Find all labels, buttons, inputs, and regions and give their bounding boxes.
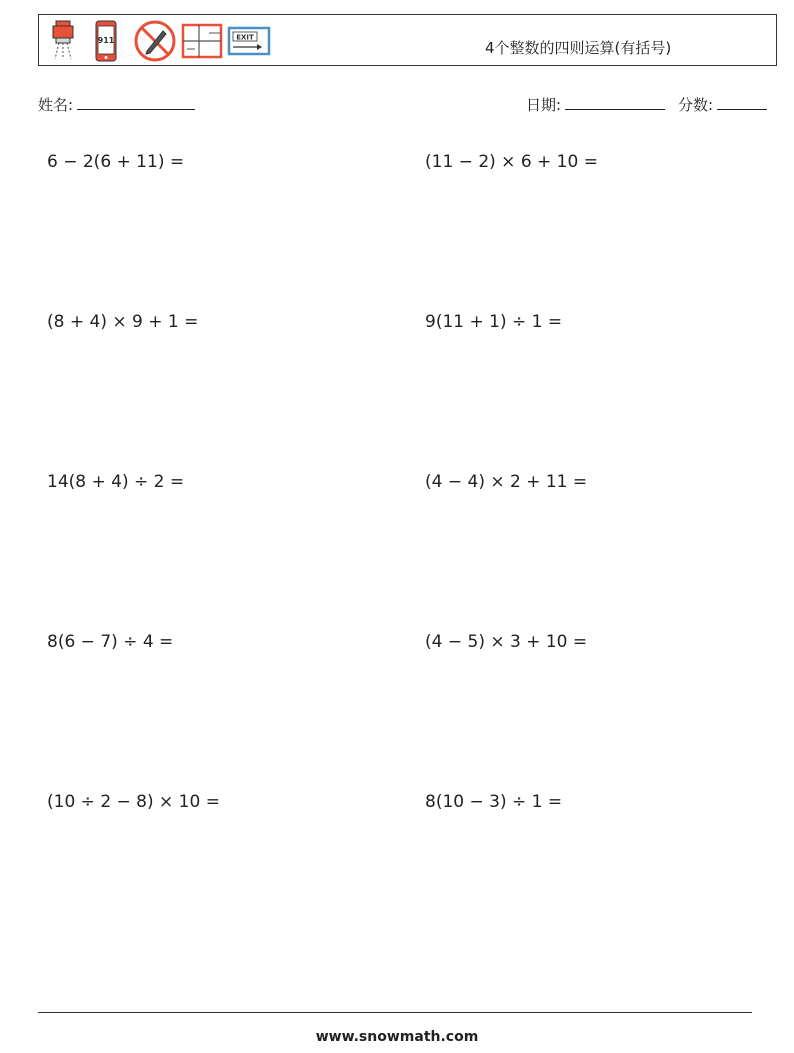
- lamp-icon: [47, 19, 79, 63]
- score-field: [678, 94, 767, 115]
- worksheet-header: [38, 14, 777, 66]
- no-writing-icon: [133, 19, 177, 63]
- problem-9: (10 ÷ 2 − 8) × 10 =: [47, 792, 220, 812]
- problem-7: 8(6 − 7) ÷ 4 =: [47, 632, 174, 652]
- score-blank[interactable]: [717, 95, 767, 110]
- phone-911-icon: [93, 19, 119, 63]
- score-label: 分数:: [678, 96, 714, 114]
- problem-4: 9(11 + 1) ÷ 1 =: [425, 312, 563, 332]
- footer-site[interactable]: www.snowmath.com: [315, 1029, 479, 1045]
- problem-3: (8 + 4) × 9 + 1 =: [47, 312, 199, 332]
- name-blank[interactable]: [77, 95, 195, 110]
- exit-sign-icon: [227, 19, 271, 63]
- name-label: 姓名:: [38, 96, 74, 114]
- name-field: [38, 94, 195, 115]
- problem-1: 6 − 2(6 + 11) =: [47, 152, 185, 172]
- date-field: [526, 94, 665, 115]
- problem-10: 8(10 − 3) ÷ 1 =: [425, 792, 563, 812]
- problem-2: (11 − 2) × 6 + 10 =: [425, 152, 598, 172]
- worksheet-title: 4个整数的四则运算(有括号): [485, 39, 672, 57]
- date-blank[interactable]: [565, 95, 665, 110]
- problem-5: 14(8 + 4) ÷ 2 =: [47, 472, 185, 492]
- svg-text:EXIT: EXIT: [236, 33, 254, 42]
- problem-6: (4 − 4) × 2 + 11 =: [425, 472, 588, 492]
- problem-8: (4 − 5) × 3 + 10 =: [425, 632, 588, 652]
- floor-plan-icon: [181, 19, 223, 63]
- date-label: 日期:: [526, 96, 562, 114]
- svg-text:911: 911: [97, 36, 115, 45]
- footer-divider: [38, 1012, 752, 1013]
